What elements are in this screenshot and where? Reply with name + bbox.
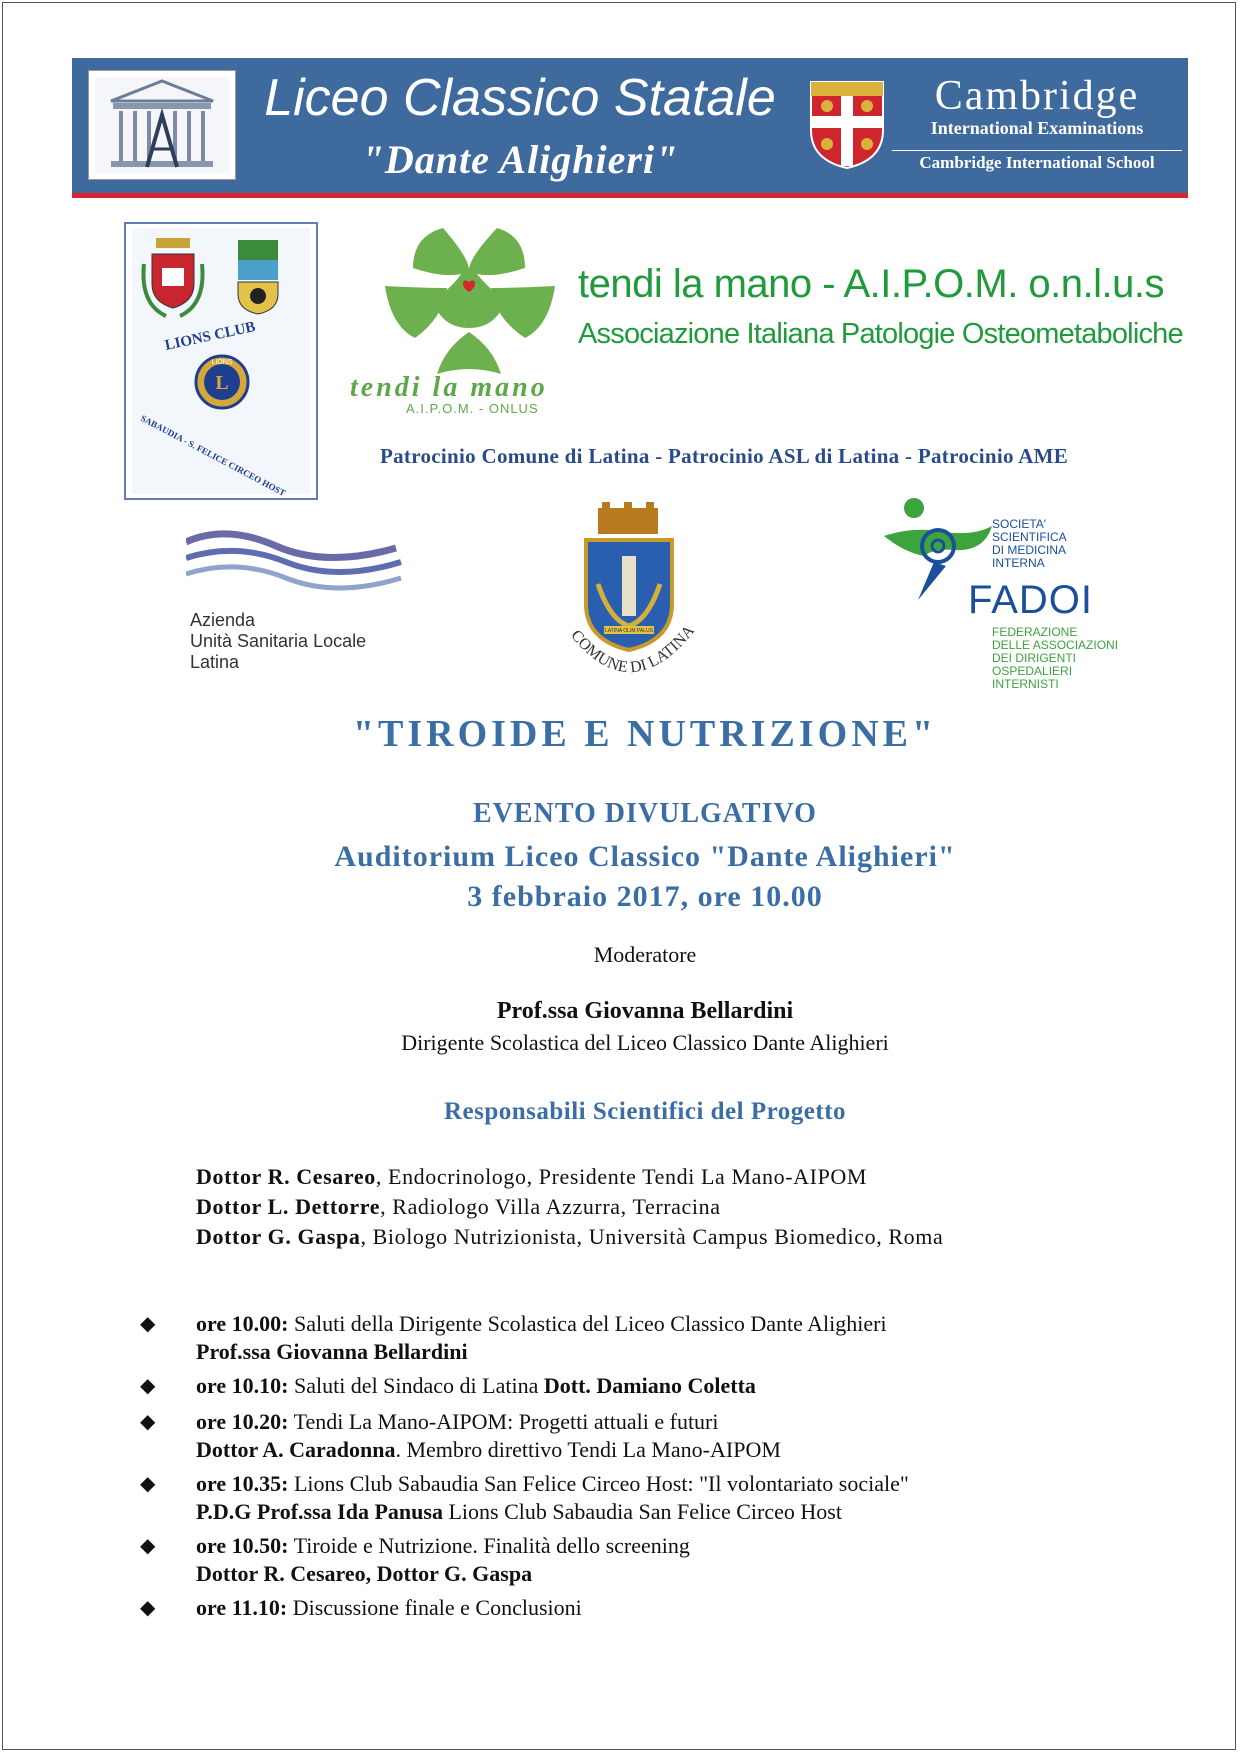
- fadoi-bottom-1: FEDERAZIONE: [992, 625, 1078, 639]
- agenda-text: Tendi La Mano-AIPOM: Progetti attuali e futuri: [288, 1409, 719, 1434]
- agenda-text: Discussione finale e Conclusioni: [287, 1595, 582, 1620]
- agenda-text: Saluti della Dirigente Scolastica del Liceo Classico Dante Alighieri: [288, 1311, 887, 1336]
- agenda-time: ore 10.35:: [196, 1471, 289, 1496]
- agenda-item: [140, 1372, 1200, 1400]
- doctor-role: , Biologo Nutrizionista, Università Campus Biomedico, Roma: [360, 1224, 944, 1249]
- agenda-speaker-role: . Membro direttivo Tendi La Mano-AIPOM: [395, 1437, 781, 1462]
- agenda-item: [140, 1532, 1200, 1588]
- asl-line3: Latina: [190, 652, 240, 672]
- fadoi-bottom-5: INTERNISTI: [992, 677, 1059, 691]
- aipom-logo-icon: [385, 228, 555, 374]
- fadoi-top-text: [992, 518, 1067, 570]
- cambridge-line1: International Examinations: [930, 118, 1144, 138]
- lions-club-text: LIONS CLUB: [163, 319, 257, 354]
- agenda-speaker: P.D.G Prof.ssa Ida Panusa: [196, 1499, 443, 1524]
- agenda-item: [140, 1408, 1200, 1464]
- agenda-time: ore 10.10:: [196, 1373, 289, 1398]
- agenda-time: ore 10.00:: [196, 1311, 289, 1336]
- fadoi-top-4: INTERNA: [992, 556, 1045, 570]
- diamond-bullet-icon: ◆: [140, 1411, 156, 1433]
- agenda-speaker: Prof.ssa Giovanna Bellardini: [196, 1339, 468, 1364]
- agenda-speaker: Dottor A. Caradonna: [196, 1437, 396, 1462]
- comune-latina-logo: [550, 500, 710, 696]
- school-logo: [88, 70, 236, 180]
- aipom-logo-sub: A.I.P.O.M. - ONLUS: [406, 401, 539, 416]
- moderator-role: Dirigente Scolastica del Liceo Classico Dante Alighieri: [401, 1030, 889, 1055]
- asl-text: [190, 610, 366, 673]
- doctor-name: Dottor G. Gaspa: [196, 1224, 361, 1249]
- event-title: "TIROIDE E NUTRIZIONE": [352, 713, 938, 755]
- lions-location-text: SABAUDIA - S. FELICE CIRCEO HOST: [139, 412, 288, 498]
- agenda-text: Saluti del Sindaco di Latina: [288, 1373, 544, 1398]
- diamond-bullet-icon: ◆: [140, 1473, 156, 1495]
- agenda-time: ore 10.50:: [196, 1533, 289, 1558]
- agenda-speaker-role: Lions Club Sabaudia San Felice Circeo Host: [442, 1499, 842, 1524]
- event-date: 3 febbraio 2017, ore 10.00: [467, 880, 823, 913]
- aipom-full-name: Associazione Italiana Patologie Osteometaboliche: [578, 318, 1183, 350]
- doctor-name: Dottor L. Dettorre: [196, 1194, 381, 1219]
- header-banner: [72, 58, 1188, 198]
- comune-text: COMUNE DI LATINA: [567, 622, 699, 677]
- list-item: [196, 1222, 943, 1252]
- event-place: Auditorium Liceo Classico "Dante Alighieri": [334, 840, 956, 873]
- fadoi-top-2: SCIENTIFICA: [992, 530, 1067, 544]
- san-felice-coat-icon: [238, 240, 278, 314]
- diamond-bullet-icon: ◆: [140, 1597, 156, 1619]
- diamond-bullet-icon: ◆: [140, 1535, 156, 1557]
- agenda-item: [140, 1310, 1200, 1366]
- event-type: EVENTO DIVULGATIVO: [473, 798, 817, 829]
- aipom-name: tendi la mano - A.I.P.O.M. o.n.l.u.s: [578, 262, 1165, 306]
- fadoi-name: FADOI: [968, 578, 1094, 622]
- school-subtitle: "Dante Alighieri": [361, 137, 679, 182]
- asl-line1: Azienda: [190, 610, 256, 630]
- agenda-item: [140, 1594, 1200, 1622]
- school-title: Liceo Classico Statale: [264, 69, 776, 127]
- agenda-speaker: Dott. Damiano Coletta: [543, 1373, 756, 1398]
- moderator-name: Prof.ssa Giovanna Bellardini: [496, 998, 794, 1024]
- aipom-logo-text: tendi la mano: [350, 372, 548, 403]
- agenda-text: Lions Club Sabaudia San Felice Circeo Host: "Il volontariato sociale": [288, 1471, 909, 1496]
- svg-text:L: L: [215, 372, 229, 394]
- list-item: [196, 1192, 943, 1222]
- fadoi-bottom-3: DEI DIRIGENTI: [992, 651, 1077, 665]
- fadoi-top-1: SOCIETA': [992, 517, 1047, 531]
- agenda-item: [140, 1470, 1200, 1526]
- moderator-label: Moderatore: [593, 942, 697, 967]
- doctor-role: , Endocrinologo, Presidente Tendi La Mano-AIPOM: [375, 1164, 868, 1189]
- agenda-time: ore 11.10:: [196, 1595, 288, 1620]
- cambridge-name: Cambridge: [934, 73, 1140, 119]
- comune-motto: LATINA OLIM PALUS: [605, 628, 653, 634]
- fadoi-bottom-2: DELLE ASSOCIAZIONI: [992, 638, 1119, 652]
- diamond-bullet-icon: ◆: [140, 1375, 156, 1397]
- cambridge-line2: Cambridge International School: [892, 150, 1182, 173]
- agenda-list: [140, 1310, 1200, 1626]
- lions-badge-text: LIONS: [211, 359, 233, 366]
- list-item: [196, 1162, 943, 1192]
- fadoi-bottom-text: [992, 626, 1118, 691]
- doctor-role: , Radiologo Villa Azzurra, Terracina: [380, 1194, 721, 1219]
- doctor-name: Dottor R. Cesareo: [196, 1164, 376, 1189]
- patrocinio-line: Patrocinio Comune di Latina - Patrocinio ASL di Latina - Patrocinio AME: [380, 444, 1069, 468]
- agenda-time: ore 10.20:: [196, 1409, 289, 1434]
- responsabili-list: [196, 1162, 943, 1252]
- agenda-speaker: Dottor R. Cesareo, Dottor G. Gaspa: [196, 1561, 533, 1586]
- responsabili-heading: Responsabili Scientifici del Progetto: [443, 1098, 847, 1125]
- fadoi-top-3: DI MEDICINA: [992, 543, 1067, 557]
- cambridge-crest-icon: [807, 78, 887, 170]
- asl-logo-icon: [186, 528, 406, 608]
- fadoi-bottom-4: OSPEDALIERI: [992, 664, 1073, 678]
- lions-club-logo: [124, 222, 318, 500]
- diamond-bullet-icon: ◆: [140, 1313, 156, 1335]
- asl-line2: Unità Sanitaria Locale: [190, 631, 367, 651]
- agenda-text: Tiroide e Nutrizione. Finalità dello screening: [288, 1533, 690, 1558]
